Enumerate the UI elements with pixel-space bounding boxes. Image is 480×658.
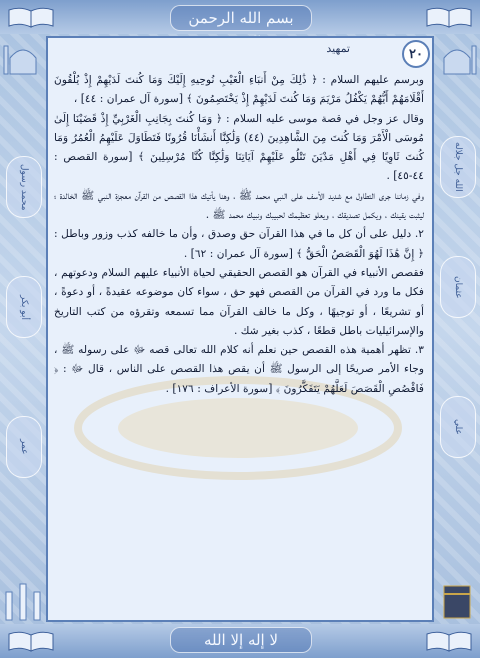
calligraphy-medallion: محمد رسول (6, 156, 42, 218)
text-panel (46, 36, 434, 622)
calligraphy-medallion: عمر (6, 416, 42, 478)
header-band (0, 0, 480, 34)
calligraphy-medallion: أبو بكر (6, 276, 42, 338)
paragraph: ٢. دليل على أن كل ما في هذا القرآن حق وصدق ، وأن ما خالفه كذب وزور وباطل : ﴿ إِنَّ هَٰذَا لَهُوَ الْقَصَصُ الْحَقُّ ﴾ [سورة آل عمران : ٦٢] . (54, 227, 424, 260)
paragraph: وبرسم عليهم السلام : ﴿ ذَٰلِكَ مِنْ أَنبَاءِ الْغَيْبِ نُوحِيهِ إِلَيْكَ وَمَا كُنتَ لَدَيْهِمْ إِذْ يُلْقُونَ أَقْلَامَهُمْ أَيُّهُمْ يَكْفُلُ مَرْيَمَ وَمَا كُنتَ لَدَيْهِمْ إِذْ يَخْتَصِمُونَ ﴾ [سورة آل عمران : ٤٤] ، (54, 73, 424, 106)
page-number: ٢٠ (402, 40, 430, 68)
header-calligraphy: بسم الله الرحمن (170, 5, 312, 31)
calligraphy-medallion: الله جل جلاله (440, 136, 476, 198)
section-signature: تمهيد (326, 42, 350, 55)
calligraphy-medallion: عثمان (440, 256, 476, 318)
right-ornament-column (434, 36, 480, 622)
footer-band (0, 624, 480, 658)
calligraphy-medallion: علي (440, 396, 476, 458)
paragraph: وقال عز وجل في قصة موسى عليه السلام : ﴿ وَمَا كُنتَ بِجَانِبِ الْغَرْبِيِّ إِذْ قَضَيْنَا إِلَىٰ مُوسَى الْأَمْرَ وَمَا كُنتَ مِنَ الشَّاهِدِينَ (٤٤) وَلَٰكِنَّا أَنشَأْنَا قُرُونًا فَتَطَاوَلَ عَلَيْهِمُ الْعُمُرُ وَمَا كُنتَ ثَاوِيًا فِي أَهْلِ مَدْيَنَ تَتْلُو عَلَيْهِمْ آيَاتِنَا وَلَٰكِنَّا كُنَّا مُرْسِلِينَ ﴾ [سورة القصص : ٤٤-٤٥] . (54, 111, 425, 183)
paragraph: فقصص الأنبياء في القرآن هو القصص الحقيقي لحياة الأنبياء عليهم السلام ودعوتهم ، فكل ما ورد في القرآن من القصص فهو حق ، سواء كان موضوعه عقيدةً ، أو دعوةً ، أو تشريعًا ، أو توجيهًا ، وكل ما خالف القرآن مما تسمعه وتقرؤه من كتب التاريخ والإسرائيليات باطل قطعًا ، كذب بغير شك . (54, 265, 424, 337)
open-book-icon (6, 4, 56, 30)
footer-calligraphy: لا إله إلا الله (170, 627, 312, 653)
open-book-icon (6, 628, 56, 654)
body-text (54, 70, 424, 398)
kaaba-icon (434, 562, 480, 622)
mosque-icon (0, 36, 46, 76)
open-book-icon (424, 4, 474, 30)
paragraph: وفي زماننا جرى التطاول مع شديد الأسف على النبي محمد ﷺ ، وهنا يأتيك هذا القصص من القرآن معجزة النبي ﷺ الخالدة ؛ ليثبت يقينك ، ويكمل تصديقك ، ويعلو تعظيمك لحبيبك ونبيك محمد ﷺ . (54, 188, 424, 222)
open-book-icon (424, 628, 474, 654)
left-ornament-column (0, 36, 46, 622)
mosque-icon (434, 36, 480, 76)
candles-icon (0, 562, 46, 622)
paragraph: ٣. تظهر أهمية هذه القصص حين نعلم أنه كلام الله تعالى قصه ﷻ على رسوله ﷺ ، وجاء الأمر صريحًا إلى الرسول ﷺ أن يقص هذا القصص على الناس ، قال ﷻ : ﴿ فَاقْصُصِ الْقَصَصَ لَعَلَّهُمْ يَتَفَكَّرُونَ ﴾ [سورة الأعراف : ١٧٦] . (54, 343, 424, 395)
